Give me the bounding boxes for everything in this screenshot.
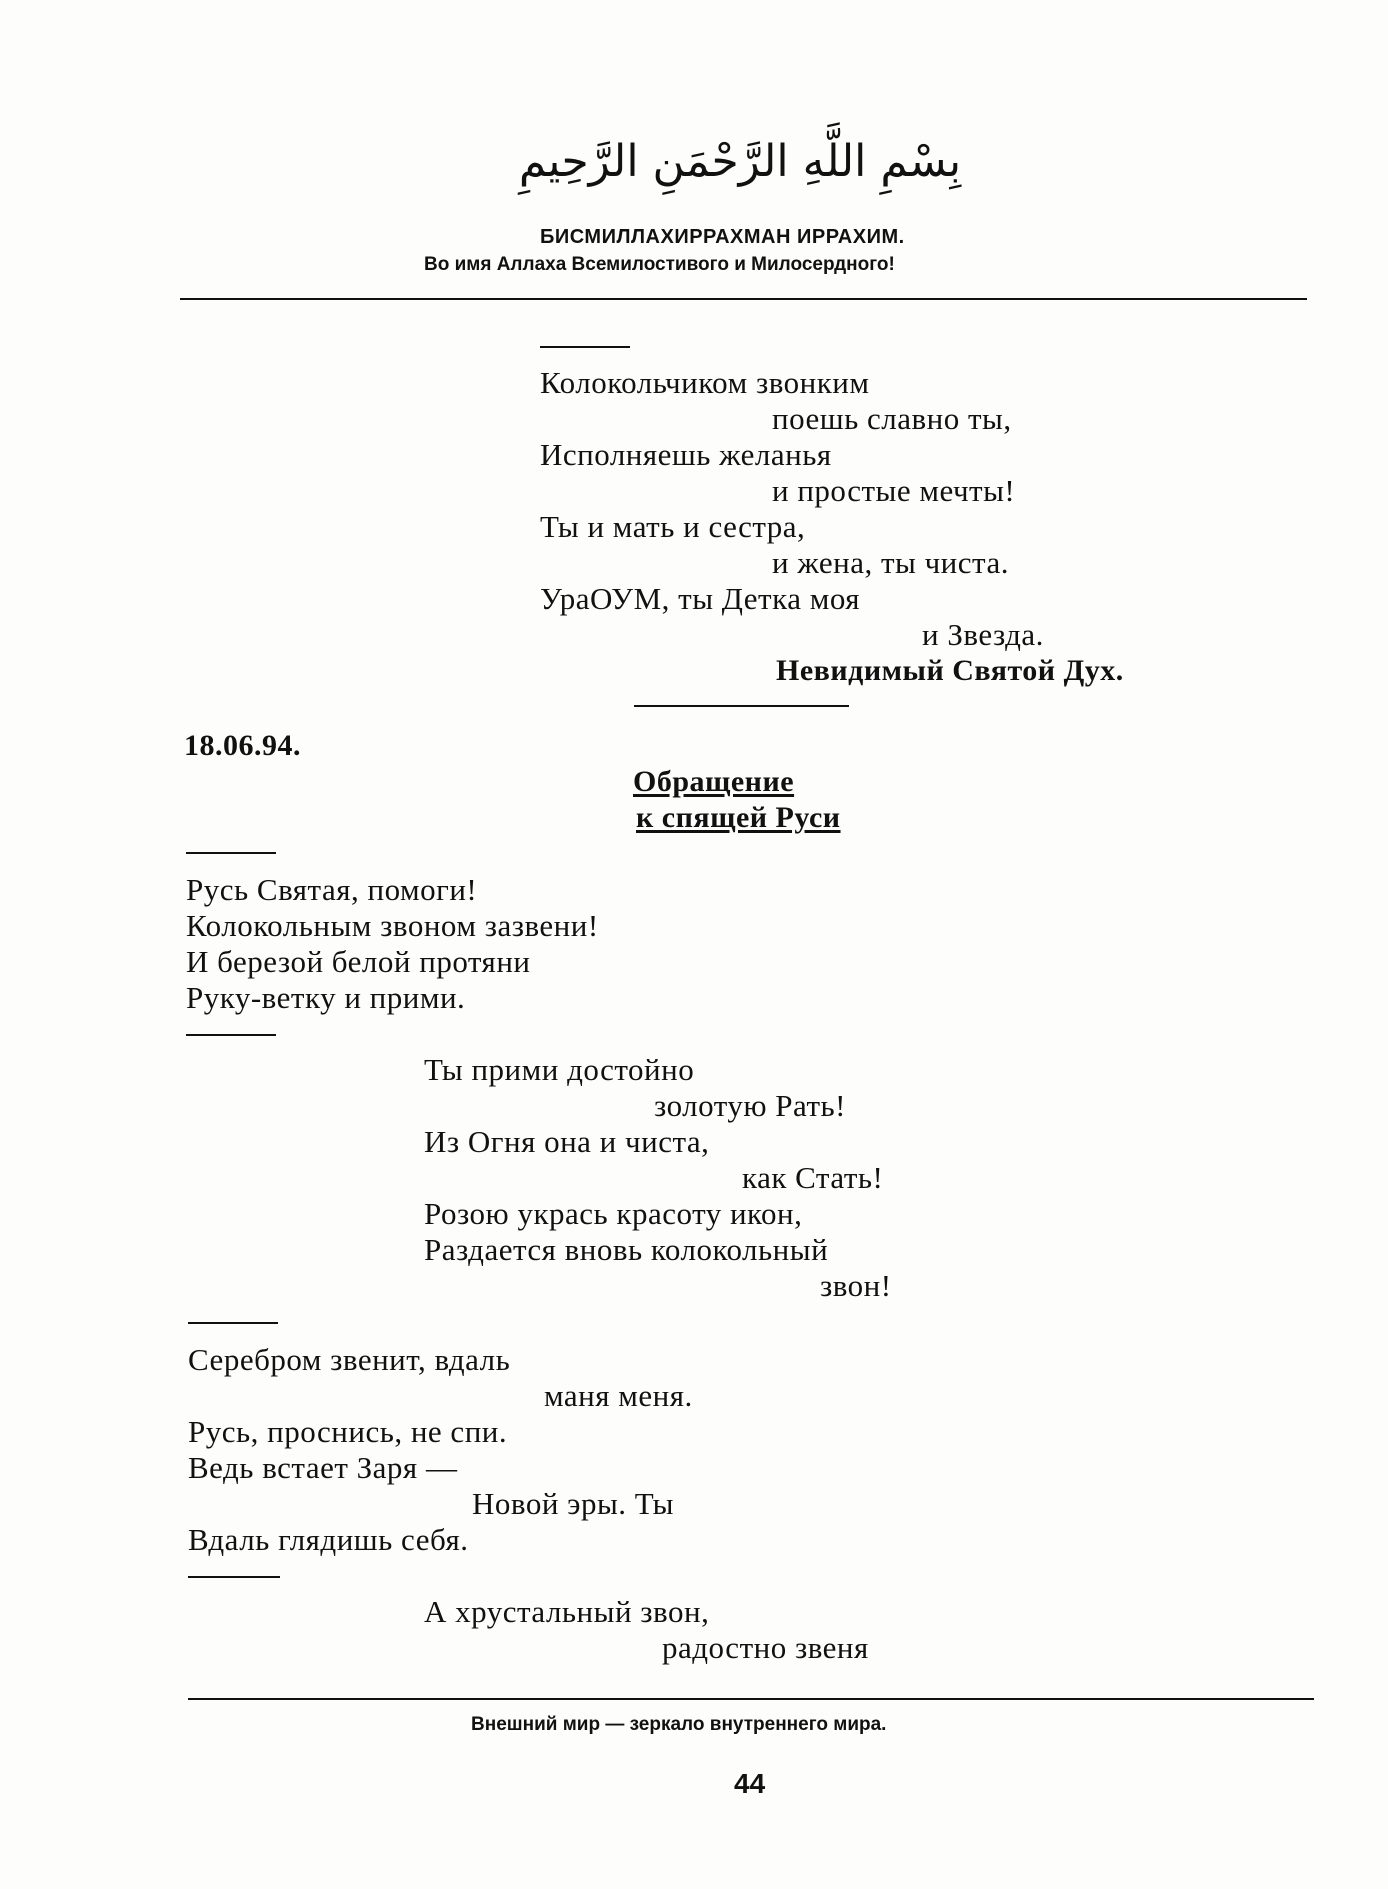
stanza1-line: Колокольным звоном зазвени! bbox=[186, 908, 599, 943]
header-title: БИСМИЛЛАХИРРАХМАН ИРРАХИМ. bbox=[540, 226, 905, 248]
stanza3-line: Серебром звенит, вдаль bbox=[188, 1342, 511, 1377]
stanza-dash bbox=[188, 1322, 278, 1324]
section-divider bbox=[634, 705, 849, 707]
header-rule bbox=[180, 298, 1307, 300]
stanza2-line: Раздается вновь колокольный bbox=[424, 1232, 829, 1267]
stanza-dash bbox=[540, 346, 630, 348]
bismillah-calligraphy bbox=[518, 118, 962, 200]
stanza4-line: радостно звеня bbox=[662, 1630, 869, 1665]
footer-motto: Внешний мир — зеркало внутреннего мира. bbox=[471, 1714, 887, 1735]
poem2-title-line2: к спящей Руси bbox=[636, 801, 841, 834]
stanza-dash bbox=[186, 1034, 276, 1036]
stanza2-line: золотую Рать! bbox=[654, 1088, 846, 1123]
poem2-title-line1: Обращение bbox=[633, 765, 795, 798]
stanza2-line: Из Огня она и чиста, bbox=[424, 1124, 710, 1159]
stanza-dash bbox=[188, 1576, 280, 1578]
stanza2-line: Розою укрась красоту икон, bbox=[424, 1196, 803, 1231]
poem1-line: поешь славно ты, bbox=[772, 401, 1012, 436]
stanza3-line: Вдаль глядишь себя. bbox=[188, 1522, 469, 1557]
stanza2-line: звон! bbox=[820, 1268, 892, 1303]
stanza2-line: как Стать! bbox=[742, 1160, 884, 1195]
stanza3-line: Русь, проснись, не спи. bbox=[188, 1414, 508, 1449]
poem1-signature: Невидимый Святой Дух. bbox=[776, 654, 1124, 687]
stanza1-line: И березой белой протяни bbox=[186, 944, 531, 979]
stanza1-line: Руку-ветку и прими. bbox=[186, 980, 466, 1015]
poem1-line: Исполняешь желанья bbox=[540, 437, 832, 472]
stanza2-line: Ты прими достойно bbox=[424, 1052, 695, 1087]
stanza3-line: Новой эры. Ты bbox=[472, 1486, 675, 1521]
poem1-line: и простые мечты! bbox=[772, 473, 1016, 508]
stanza4-line: А хрустальный звон, bbox=[424, 1594, 710, 1629]
poem1-line: Ты и мать и сестра, bbox=[540, 509, 806, 544]
header-subtitle: Во имя Аллаха Всемилостивого и Милосердного! bbox=[424, 254, 895, 275]
poem1-line: и жена, ты чиста. bbox=[772, 545, 1009, 580]
poem1-line: и Звезда. bbox=[922, 617, 1044, 652]
stanza-dash bbox=[186, 852, 276, 854]
poem1-line: УраОУМ, ты Детка моя bbox=[540, 581, 860, 616]
footer-rule bbox=[188, 1698, 1314, 1700]
calligraphy-text: بِسْمِ اللَّهِ الرَّحْمَنِ الرَّحِيمِ bbox=[518, 136, 962, 187]
page-number: 44 bbox=[734, 1768, 766, 1799]
stanza3-line: маня меня. bbox=[544, 1378, 693, 1413]
poem1-line: Колокольчиком звонким bbox=[540, 365, 870, 400]
stanza3-line: Ведь встает Заря — bbox=[188, 1450, 458, 1485]
poem2-date: 18.06.94. bbox=[184, 729, 301, 762]
stanza1-line: Русь Святая, помоги! bbox=[186, 872, 478, 907]
